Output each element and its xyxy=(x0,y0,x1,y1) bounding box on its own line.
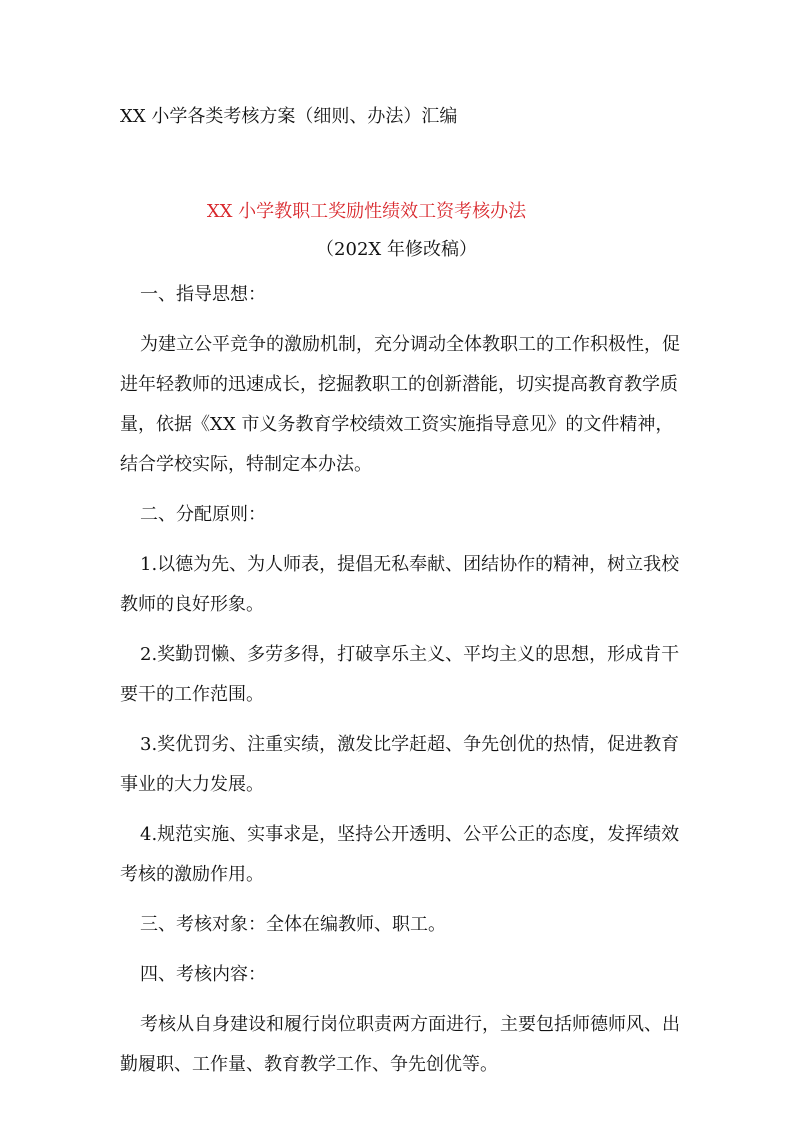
principle-item-4: 4.规范实施、实事求是，坚持公开透明、公平公正的态度，发挥绩效考核的激励作用。 xyxy=(120,824,680,885)
section-heading-assessment-content: 四、考核内容： xyxy=(140,964,266,985)
document-subtitle: XX 小学教职工奖励性绩效工资考核办法 xyxy=(206,201,527,222)
principle-item-3: 3.奖优罚劣、注重实绩，激发比学赶超、争先创优的热情，促进教育事业的大力发展。 xyxy=(120,734,680,795)
principle-item-1: 1.以德为先、为人师表，提倡无私奉献、团结协作的精神，树立我校教师的良好形象。 xyxy=(120,554,680,615)
paragraph-guiding-ideology: 为建立公平竞争的激励机制，充分调动全体教职工的工作积极性，促进年轻教师的迅速成长，挖掘教职工的创新潜能，切实提高教育教学质量，依据《XX 市义务教育学校绩效工资实施指导意见》的文件精神，结合学校实际，特制定本办法。 xyxy=(120,334,680,475)
section-heading-distribution-principles: 二、分配原则： xyxy=(140,504,266,525)
revision-note: （202X 年修改稿） xyxy=(316,239,477,260)
section-assessment-targets: 三、考核对象：全体在编教师、职工。 xyxy=(140,914,446,935)
paragraph-assessment-content: 考核从自身建设和履行岗位职责两方面进行，主要包括师德师风、出勤履职、工作量、教育教学工作、争先创优等。 xyxy=(120,1014,680,1075)
document-body xyxy=(120,275,680,1095)
section-heading-guiding-ideology: 一、指导思想： xyxy=(140,284,266,305)
principle-item-2: 2.奖勤罚懒、多劳多得，打破享乐主义、平均主义的思想，形成肯干要干的工作范围。 xyxy=(120,644,680,705)
document-title: XX 小学各类考核方案（细则、办法）汇编 xyxy=(120,106,458,127)
